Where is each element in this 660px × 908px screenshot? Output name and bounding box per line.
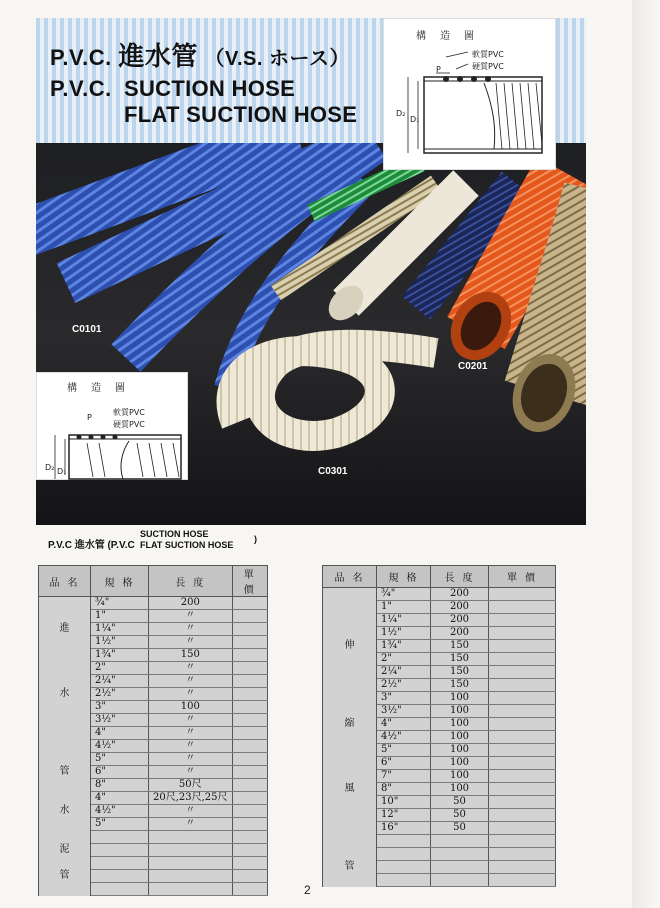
table-row: [39, 662, 268, 675]
size-cell: 2½": [91, 688, 149, 701]
price-cell: [232, 766, 267, 779]
product-name-cell: [323, 679, 377, 692]
table-row: [39, 701, 268, 714]
price-cell: [489, 848, 556, 861]
size-cell: 5": [91, 753, 149, 766]
label-hard-pvc: 硬質PVC: [472, 62, 504, 71]
size-cell: 12": [377, 809, 431, 822]
length-cell: 100: [431, 757, 489, 770]
table-row: [323, 601, 556, 614]
table-row: [323, 809, 556, 822]
price-cell: [489, 588, 556, 601]
product-name-cell: [39, 649, 91, 662]
length-cell: 〃: [149, 766, 233, 779]
header-length: 長度: [431, 566, 489, 588]
size-cell: 4½": [91, 805, 149, 818]
size-cell: 16": [377, 822, 431, 835]
header-price: 單價: [232, 566, 267, 597]
price-cell: [232, 740, 267, 753]
product-name-cell: [39, 740, 91, 753]
length-cell: 50尺: [149, 779, 233, 792]
label-d1-left: D₁: [57, 467, 67, 476]
title-vs: （V.S. ホース）: [204, 48, 350, 70]
table-row: [323, 861, 556, 874]
length-cell: 〃: [149, 662, 233, 675]
product-name-cell: [323, 822, 377, 835]
table-row: [323, 627, 556, 640]
title-jp: 進水管: [118, 41, 198, 71]
table-header-row: [323, 566, 556, 588]
size-cell: 2": [377, 653, 431, 666]
size-cell: 1¼": [377, 614, 431, 627]
length-cell: 200: [431, 627, 489, 640]
price-cell: [232, 779, 267, 792]
table-row: [39, 623, 268, 636]
table-row: [39, 753, 268, 766]
price-cell: [232, 792, 267, 805]
table-row: [39, 636, 268, 649]
diagram-title-left: 構造圖: [67, 383, 139, 394]
length-cell: 20尺,23尺,25尺: [149, 792, 233, 805]
label-hard-pvc-left: 硬質PVC: [113, 420, 145, 429]
table-row: [323, 679, 556, 692]
length-cell: 200: [149, 597, 233, 610]
table-row: [39, 857, 268, 870]
price-cell: [489, 744, 556, 757]
title-line-2-prefix: P.V.C.: [50, 76, 112, 101]
size-cell: 1¾": [377, 640, 431, 653]
price-cell: [489, 666, 556, 679]
length-cell: 〃: [149, 818, 233, 831]
hose-cross-section: [384, 19, 557, 171]
product-name-cell: 縮: [323, 718, 377, 731]
length-cell: [431, 835, 489, 848]
product-name-cell: [39, 636, 91, 649]
length-cell: 〃: [149, 675, 233, 688]
product-name-cell: [323, 588, 377, 601]
size-cell: 2¼": [91, 675, 149, 688]
length-cell: 100: [431, 705, 489, 718]
product-name-cell: [39, 610, 91, 623]
price-cell: [232, 701, 267, 714]
table-row: [39, 779, 268, 792]
table-row: [323, 640, 556, 653]
size-cell: 3½": [91, 714, 149, 727]
product-name-cell: [323, 848, 377, 861]
size-cell: 1": [377, 601, 431, 614]
suction-hose-price-table: [38, 565, 268, 896]
product-name-cell: [39, 597, 91, 610]
product-name-cell: [39, 714, 91, 727]
length-cell: 150: [431, 666, 489, 679]
product-name-cell: [39, 818, 91, 831]
table-row: [39, 870, 268, 883]
label-d2-left: D₂: [45, 463, 55, 472]
size-cell: [377, 874, 431, 887]
size-cell: [377, 861, 431, 874]
length-cell: 〃: [149, 688, 233, 701]
price-cell: [489, 718, 556, 731]
size-cell: 5": [91, 818, 149, 831]
product-name-cell: [323, 731, 377, 744]
product-name-cell: [39, 727, 91, 740]
size-cell: 8": [91, 779, 149, 792]
caption-close: ): [254, 534, 257, 544]
flat-hose-cross-section: [37, 373, 189, 481]
length-cell: [149, 870, 233, 883]
length-cell: 〃: [149, 623, 233, 636]
length-cell: 100: [431, 731, 489, 744]
length-cell: [431, 861, 489, 874]
product-name-cell: [323, 809, 377, 822]
size-cell: 4": [377, 718, 431, 731]
length-cell: [431, 848, 489, 861]
header-name: 品名: [39, 566, 91, 597]
table-row: [323, 848, 556, 861]
table-row: [39, 766, 268, 779]
product-name-cell: [39, 753, 91, 766]
size-cell: 3": [91, 701, 149, 714]
product-name-cell: [323, 666, 377, 679]
price-cell: [232, 675, 267, 688]
label-d1: D₁: [410, 115, 420, 124]
label-p: P: [436, 65, 441, 74]
length-cell: 150: [431, 679, 489, 692]
size-cell: [91, 844, 149, 857]
length-cell: 50: [431, 822, 489, 835]
length-cell: 100: [431, 692, 489, 705]
table-row: [323, 796, 556, 809]
price-cell: [232, 870, 267, 883]
price-cell: [489, 757, 556, 770]
price-cell: [489, 731, 556, 744]
price-cell: [489, 679, 556, 692]
label-soft-pvc-left: 軟質PVC: [113, 408, 145, 417]
price-cell: [489, 809, 556, 822]
size-cell: 2¼": [377, 666, 431, 679]
header-name: 品名: [323, 566, 377, 588]
header-size: 規格: [91, 566, 149, 597]
flexible-duct-price-table: [322, 565, 556, 887]
size-cell: 4½": [91, 740, 149, 753]
page-edge: [632, 0, 660, 908]
table-row: [323, 835, 556, 848]
price-cell: [232, 623, 267, 636]
price-cell: [489, 627, 556, 640]
length-cell: 〃: [149, 610, 233, 623]
table-row: [323, 757, 556, 770]
product-name-cell: [323, 744, 377, 757]
label-c0101: C0101: [72, 324, 102, 335]
price-cell: [232, 844, 267, 857]
product-name-cell: 管: [39, 870, 91, 883]
table-header-row: [39, 566, 268, 597]
product-name-cell: [39, 662, 91, 675]
length-cell: [149, 857, 233, 870]
table-row: [39, 831, 268, 844]
price-cell: [489, 861, 556, 874]
price-cell: [489, 601, 556, 614]
size-cell: 1¾": [91, 649, 149, 662]
table-row: [323, 666, 556, 679]
diagram-title: 構造圖: [416, 31, 488, 42]
length-cell: 〃: [149, 753, 233, 766]
size-cell: [377, 835, 431, 848]
length-cell: [149, 844, 233, 857]
length-cell: 〃: [149, 740, 233, 753]
length-cell: 150: [431, 640, 489, 653]
size-cell: 1½": [91, 636, 149, 649]
price-cell: [232, 753, 267, 766]
label-soft-pvc: 軟質PVC: [472, 50, 504, 59]
table-row: [323, 692, 556, 705]
size-cell: 6": [91, 766, 149, 779]
table-row: [39, 883, 268, 896]
product-name-cell: [323, 692, 377, 705]
label-p-left: P: [87, 413, 92, 422]
page-number: 2: [304, 883, 311, 897]
price-cell: [489, 822, 556, 835]
size-cell: 3": [377, 692, 431, 705]
table-row: [39, 610, 268, 623]
size-cell: 1¼": [91, 623, 149, 636]
product-name-cell: [323, 796, 377, 809]
price-cell: [489, 835, 556, 848]
length-cell: 〃: [149, 636, 233, 649]
product-name-cell: [323, 614, 377, 627]
caption-main: P.V.C 進水管 (P.V.C: [48, 540, 135, 551]
table-row: [323, 874, 556, 887]
label-c0201: C0201: [458, 361, 488, 372]
size-cell: 4": [91, 792, 149, 805]
product-name-cell: [323, 705, 377, 718]
product-name-cell: [39, 857, 91, 870]
product-name-cell: [39, 792, 91, 805]
caption-sub2: FLAT SUCTION HOSE: [140, 540, 234, 550]
length-cell: 100: [431, 718, 489, 731]
table-row: [323, 705, 556, 718]
price-cell: [232, 883, 267, 896]
table-row: [39, 597, 268, 610]
product-name-cell: [323, 601, 377, 614]
length-cell: 100: [431, 744, 489, 757]
price-cell: [489, 692, 556, 705]
construction-diagram-suction: [383, 18, 556, 170]
product-name-cell: [323, 653, 377, 666]
table-row: [39, 675, 268, 688]
product-name-cell: [323, 627, 377, 640]
construction-diagram-flat: [36, 372, 188, 480]
size-cell: [377, 848, 431, 861]
price-cell: [232, 857, 267, 870]
table-row: [323, 653, 556, 666]
product-name-cell: [39, 701, 91, 714]
length-cell: 50: [431, 796, 489, 809]
table-row: [323, 718, 556, 731]
header-price: 單價: [489, 566, 556, 588]
size-cell: 8": [377, 783, 431, 796]
price-cell: [232, 727, 267, 740]
product-name-cell: [323, 835, 377, 848]
table-row: [323, 822, 556, 835]
table-row: [323, 731, 556, 744]
length-cell: 〃: [149, 805, 233, 818]
price-cell: [489, 874, 556, 887]
table-row: [39, 740, 268, 753]
price-cell: [232, 610, 267, 623]
price-cell: [489, 705, 556, 718]
size-cell: 7": [377, 770, 431, 783]
price-cell: [232, 662, 267, 675]
header-size: 規格: [377, 566, 431, 588]
size-cell: 6": [377, 757, 431, 770]
length-cell: 150: [149, 649, 233, 662]
length-cell: [431, 874, 489, 887]
price-cell: [489, 770, 556, 783]
price-cell: [489, 783, 556, 796]
price-cell: [232, 805, 267, 818]
title-flat-suction-hose: FLAT SUCTION HOSE: [124, 102, 358, 127]
length-cell: 200: [431, 601, 489, 614]
product-name-cell: 管: [323, 861, 377, 874]
product-name-cell: 伸: [323, 640, 377, 653]
price-cell: [232, 714, 267, 727]
table-row: [39, 714, 268, 727]
header-length: 長度: [149, 566, 233, 597]
size-cell: [91, 831, 149, 844]
table-row: [39, 649, 268, 662]
length-cell: 100: [431, 783, 489, 796]
size-cell: 2½": [377, 679, 431, 692]
product-name-cell: [39, 883, 91, 896]
product-name-cell: 泥: [39, 844, 91, 857]
length-cell: 150: [431, 653, 489, 666]
price-cell: [232, 831, 267, 844]
size-cell: 1": [91, 610, 149, 623]
size-cell: [91, 883, 149, 896]
size-cell: 10": [377, 796, 431, 809]
length-cell: 100: [149, 701, 233, 714]
price-cell: [232, 597, 267, 610]
size-cell: [91, 857, 149, 870]
size-cell: 5": [377, 744, 431, 757]
product-name-cell: 進: [39, 623, 91, 636]
size-cell: 2": [91, 662, 149, 675]
table-row: [39, 818, 268, 831]
table-row: [39, 688, 268, 701]
size-cell: 3½": [377, 705, 431, 718]
product-name-cell: [39, 675, 91, 688]
length-cell: [149, 883, 233, 896]
price-cell: [489, 653, 556, 666]
product-name-cell: [39, 779, 91, 792]
size-cell: ¾": [377, 588, 431, 601]
size-cell: 4": [91, 727, 149, 740]
title-line-1: [50, 36, 350, 73]
product-name-cell: 水: [39, 688, 91, 701]
size-cell: 4½": [377, 731, 431, 744]
price-cell: [489, 640, 556, 653]
product-name-cell: 管: [39, 766, 91, 779]
label-d2: D₂: [396, 109, 406, 118]
size-cell: [91, 870, 149, 883]
length-cell: 200: [431, 614, 489, 627]
caption-sub1: SUCTION HOSE: [140, 529, 209, 539]
table-row: [323, 614, 556, 627]
size-cell: ¾": [91, 597, 149, 610]
price-cell: [232, 636, 267, 649]
product-name-cell: 風: [323, 783, 377, 796]
table-row: [323, 783, 556, 796]
length-cell: 50: [431, 809, 489, 822]
length-cell: 100: [431, 770, 489, 783]
table-row: [39, 805, 268, 818]
product-name-cell: [323, 757, 377, 770]
title-prefix: P.V.C.: [50, 45, 112, 70]
table-row: [39, 844, 268, 857]
price-cell: [489, 796, 556, 809]
table-row: [323, 744, 556, 757]
hose-white-coil: [232, 345, 436, 436]
table-row: [39, 727, 268, 740]
size-cell: 1½": [377, 627, 431, 640]
length-cell: 200: [431, 588, 489, 601]
price-cell: [232, 688, 267, 701]
product-name-cell: 水: [39, 805, 91, 818]
table-caption: [48, 529, 257, 551]
product-name-cell: [323, 874, 377, 887]
price-cell: [232, 818, 267, 831]
title-suction-hose: SUCTION HOSE: [124, 76, 296, 101]
label-c0301: C0301: [318, 466, 348, 477]
product-name-cell: [39, 831, 91, 844]
length-cell: [149, 831, 233, 844]
price-cell: [489, 614, 556, 627]
length-cell: 〃: [149, 727, 233, 740]
table-row: [39, 792, 268, 805]
length-cell: 〃: [149, 714, 233, 727]
table-row: [323, 588, 556, 601]
price-cell: [232, 649, 267, 662]
product-name-cell: [323, 770, 377, 783]
table-row: [323, 770, 556, 783]
